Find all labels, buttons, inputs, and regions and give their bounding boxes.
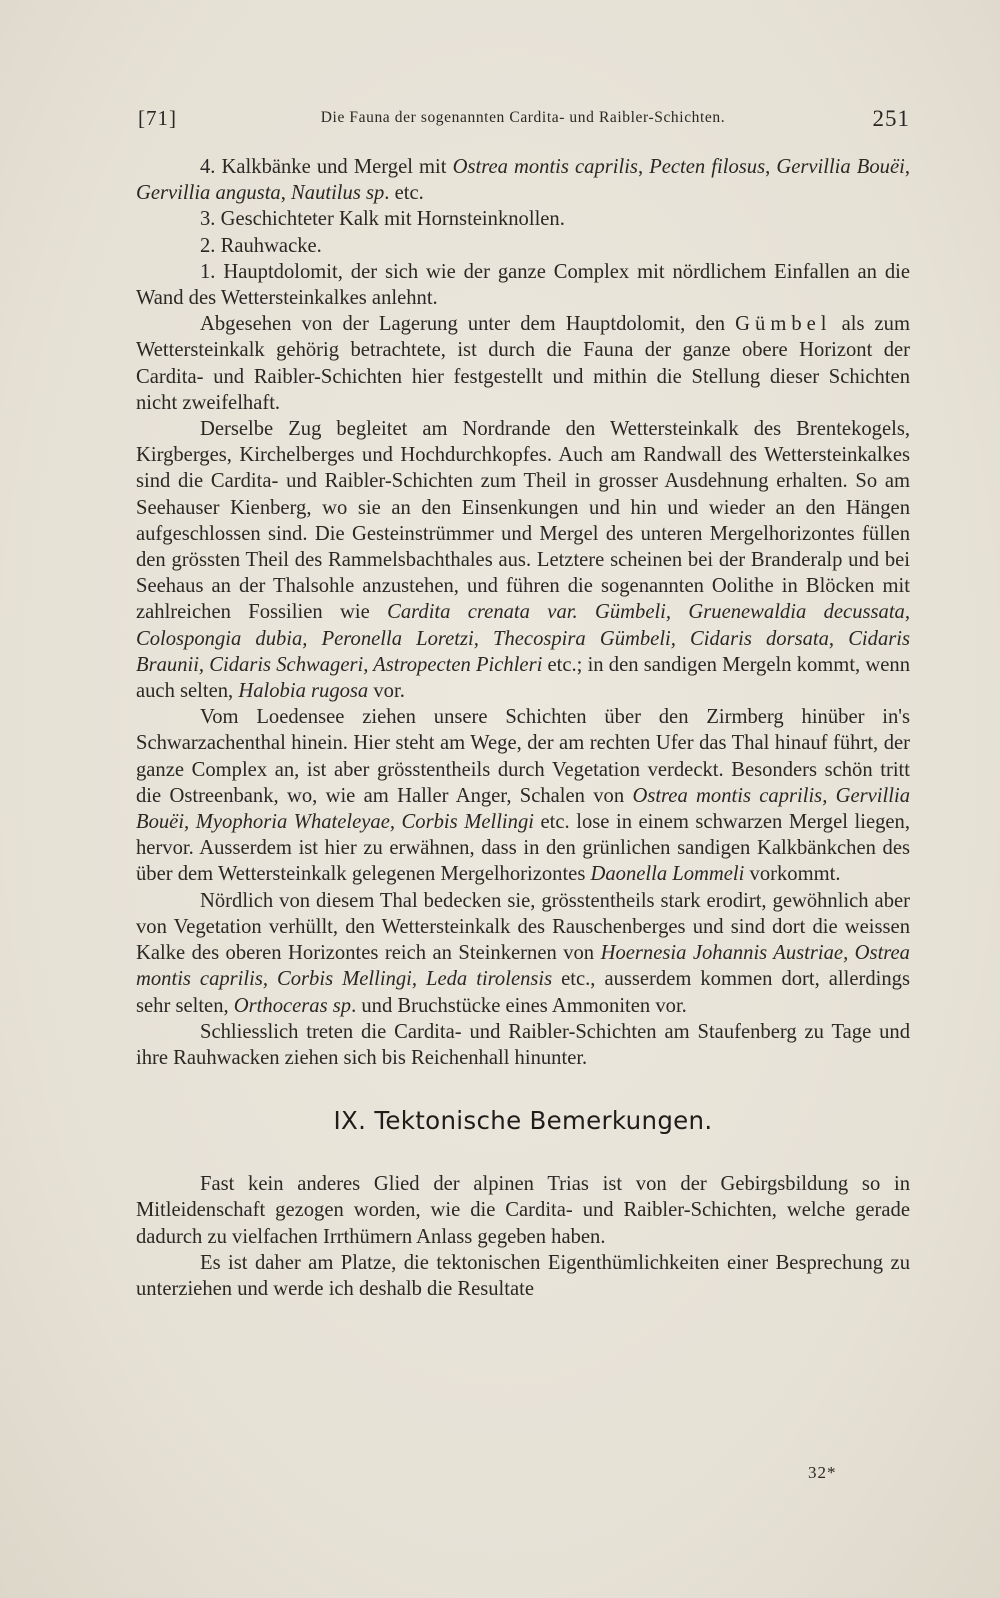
- taxon-name: Nautilus sp: [291, 182, 385, 205]
- text-run: . etc.: [384, 182, 424, 205]
- text-run: Vom Loedensee ziehen unsere Schichten über den Zirmberg hinüber in's Schwarzachenthal hinein. Hier steht am Wege, der am rechten Ufer das Thal hinauf führt, der ganze Complex an, ist aber grösstentheils durch Vegetation verdeckt. Besonders schön tritt die Ostreenbank, wo, wie am Haller Anger, Schalen von: [136, 706, 910, 807]
- text-run: Abgesehen von der Lagerung unter dem Hauptdolomit, den: [200, 313, 736, 336]
- text-run: 2. Rauhwacke.: [200, 234, 322, 257]
- taxon-name: Daonella Lommeli: [590, 863, 745, 886]
- list-item: [136, 154, 910, 206]
- paragraph: [136, 311, 910, 416]
- text-run: Nördlich von diesem Thal bedecken sie, grösstentheils stark erodirt, gewöhnlich aber von Vegetation verhüllt, den Wettersteinkalk des Rauschenberges und sind dort die weissen Kalke des oberen Horizontes reich an Steinkernen von: [136, 889, 910, 965]
- text-run: etc. lose in einem schwarzen Mergel liegen, hervor. Ausserdem ist hier zu erwähnen, dass in den grünlichen sandigen Kalkbänkchen des über dem Wettersteinkalk gelegenen Mergelhorizontes: [136, 811, 910, 886]
- taxon-name: Ostrea montis caprilis: [452, 156, 638, 178]
- text-run: etc., ausserdem kommen dort, allerdings sehr selten,: [136, 968, 910, 1017]
- taxon-name: Ostrea montis caprilis, Gervillia Bouëi, Myophoria Whateleyae, Corbis Mellingi: [136, 784, 910, 834]
- text-run: 4. Kalkbänke und Mergel mit: [200, 156, 453, 178]
- text-run: . und Bruchstücke eines Ammoniten vor.: [351, 994, 687, 1017]
- text-run: ,: [637, 156, 650, 178]
- text-run: etc.; in den sandigen Mergeln kommt, wenn auch selten,: [136, 653, 910, 703]
- paragraph: [136, 704, 910, 887]
- text-run: 1. Hauptdolomit, der sich wie der ganze Complex mit nördlichem Einfallen an die Wand des Wettersteinkalkes anlehnt.: [136, 260, 910, 310]
- paragraphs-group-b: [136, 1171, 910, 1302]
- taxon-name: Halobia rugosa: [238, 680, 369, 703]
- text-run: vorkommt.: [744, 863, 841, 886]
- page-header: [136, 104, 910, 134]
- list-item: [136, 206, 910, 232]
- page-bracket-number: [71]: [138, 106, 177, 130]
- text-run: ,: [280, 182, 292, 205]
- taxon-name: Gervillia angusta: [136, 182, 281, 205]
- signature-mark: 32*: [808, 1463, 837, 1482]
- text-run: Es ist daher am Platze, die tektonischen Eigenthümlichkeiten einer Besprechung zu unterziehen und werde ich deshalb die Resultate: [136, 1251, 910, 1300]
- taxon-name: Orthoceras sp: [233, 994, 352, 1017]
- taxon-name: Cardita crenata var. Gümbeli, Gruenewaldia decussata, Colospongia dubia, Peronella Loretzi, Thecospira Gümbeli, Cidaris dorsata, Cidaris Braunii, Cidaris Schwageri, Astropecten Pichleri: [136, 601, 910, 676]
- taxon-name: Gervillia Bouëi: [776, 156, 905, 178]
- running-title: Die Fauna der sogenannten Cardita- und Raibler-Schichten.: [320, 109, 726, 126]
- text-run: als zum Wettersteinkalk gehörig betrachtete, ist durch die Fauna der ganze obere Horizont der Cardita- und Raibler-Schichten hier festgestellt und mithin die Stellung dieser Schichten nicht zweifelhaft.: [136, 313, 910, 414]
- text-run: 3. Geschichteter Kalk mit Hornsteinknollen.: [200, 208, 565, 231]
- paragraph: [136, 1250, 910, 1302]
- text-run: Derselbe Zug begleitet am Nordrande den Wettersteinkalk des Brentekogels, Kirgberges, Kirchelberges und Hochdurchkopfes. Auch am Randwall des Wettersteinkalkes sind die Cardita- und Raibler-Schichten zum Theil in grosser Ausdehnung erhalten. So am Seehauser Kienberg, wo sie an den Einsenkungen und hin und wieder an den Hängen aufgeschlossen sind. Die Gesteinstrümmer und Mergel des unteren Mergelhorizontes füllen den grössten Theil des Rammelsbachthales aus. Letztere scheinen bei der Branderalp und bei Seehaus an der Thalsohle anzustehen, und führen die sogenannten Oolithe in Blöcken mit zahlreichen Fossilien wie: [136, 418, 910, 624]
- page-body: [136, 154, 910, 1302]
- author-name: Gümbel: [735, 313, 832, 336]
- list-item: [136, 259, 910, 311]
- paragraph: [136, 1171, 910, 1250]
- taxon-name: Pecten filosus: [649, 156, 766, 178]
- text-run: Schliesslich treten die Cardita- und Raibler-Schichten am Staufenberg zu Tage und ihre Rauhwacken ziehen sich bis Reichenhall hinunter.: [136, 1020, 910, 1069]
- page-number: 251: [872, 106, 910, 131]
- text-run: Fast kein anderes Glied der alpinen Trias ist von der Gebirgsbildung so in Mitleidenschaft gezogen worden, wie die Cardita- und Raibler-Schichten, welche gerade dadurch zu vielfachen Irrthümern Anlass gegeben haben.: [136, 1173, 910, 1248]
- text-run: vor.: [368, 680, 405, 703]
- paragraph: [136, 1019, 910, 1071]
- section-list: [136, 154, 910, 311]
- section-heading: IX. Tektonische Bemerkungen.: [333, 1106, 713, 1136]
- paragraph: [136, 888, 910, 1019]
- taxon-name: Hoernesia Johannis Austriae, Ostrea montis caprilis, Corbis Mellingi, Leda tirolensis: [136, 942, 910, 991]
- paragraphs-group-a: [136, 311, 910, 1071]
- paragraph: [136, 416, 910, 704]
- text-run: ,: [765, 156, 777, 178]
- text-run: ,: [904, 156, 910, 178]
- list-item: [136, 233, 910, 259]
